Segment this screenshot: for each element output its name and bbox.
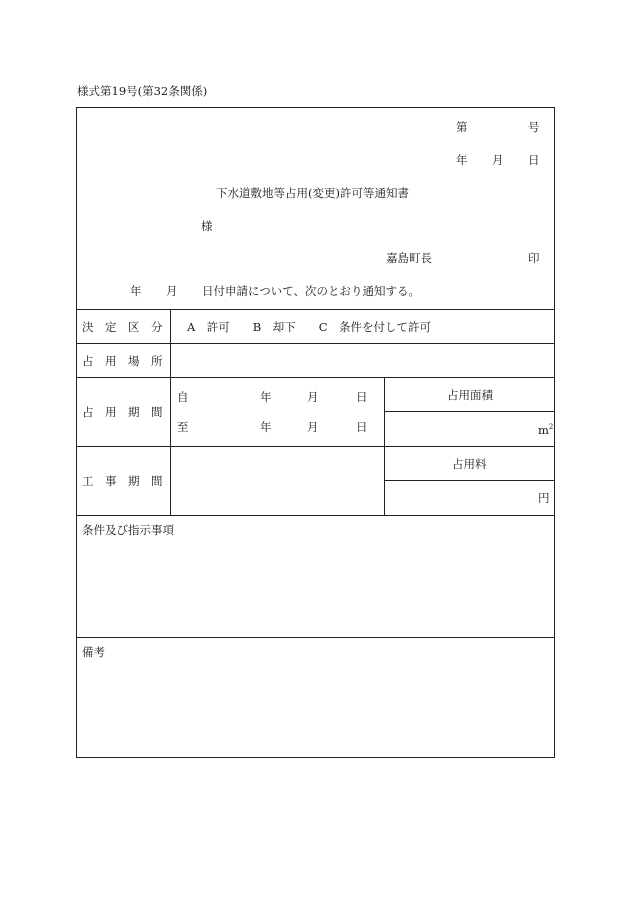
divider [76, 446, 555, 447]
divider [76, 309, 555, 310]
fee-unit: 円 [538, 491, 550, 505]
conditions-label: 条件及び指示事項 [82, 523, 174, 537]
period-label: 占 用 期 間 [82, 405, 163, 419]
area-unit-superscript: 2 [548, 423, 554, 432]
number-suffix: 号 [528, 120, 540, 134]
work-period-label: 工 事 期 間 [82, 474, 163, 488]
period-to-day: 日 [356, 420, 368, 434]
date-month: 月 [492, 153, 504, 167]
number-prefix: 第 [456, 120, 468, 134]
divider [76, 637, 555, 638]
divider [76, 515, 555, 516]
period-from: 自 [177, 390, 189, 404]
decision-options: A 許可 B 却下 C 条件を付して許可 [187, 320, 432, 334]
form-label: 様式第19号(第32条関係) [77, 84, 208, 98]
period-from-year: 年 [260, 390, 272, 404]
divider [170, 309, 171, 515]
period-to-year: 年 [260, 420, 272, 434]
decision-label: 決 定 区 分 [82, 320, 163, 334]
area-unit-base: m [538, 423, 549, 437]
divider [384, 480, 555, 481]
period-to: 至 [177, 420, 189, 434]
divider [76, 343, 555, 344]
divider [76, 377, 555, 378]
date-year: 年 [456, 153, 468, 167]
area-label: 占用面積 [447, 388, 493, 402]
area-unit [538, 423, 553, 437]
period-from-day: 日 [356, 390, 368, 404]
fee-label: 占用料 [452, 457, 487, 471]
divider [384, 411, 555, 412]
issuer-name: 嘉島町長 [386, 251, 432, 265]
document-title: 下水道敷地等占用(変更)許可等通知書 [216, 186, 409, 200]
intro-month: 月 [166, 284, 178, 298]
remarks-label: 備考 [82, 645, 105, 659]
divider [384, 377, 385, 515]
place-label: 占 用 場 所 [82, 354, 163, 368]
date-day: 日 [528, 153, 540, 167]
intro-year: 年 [130, 284, 142, 298]
addressee-suffix: 様 [201, 219, 213, 233]
seal-mark: 印 [528, 251, 540, 265]
intro-text: 日付申請について、次のとおり通知する。 [202, 284, 421, 298]
period-from-month: 月 [307, 390, 319, 404]
period-to-month: 月 [307, 420, 319, 434]
